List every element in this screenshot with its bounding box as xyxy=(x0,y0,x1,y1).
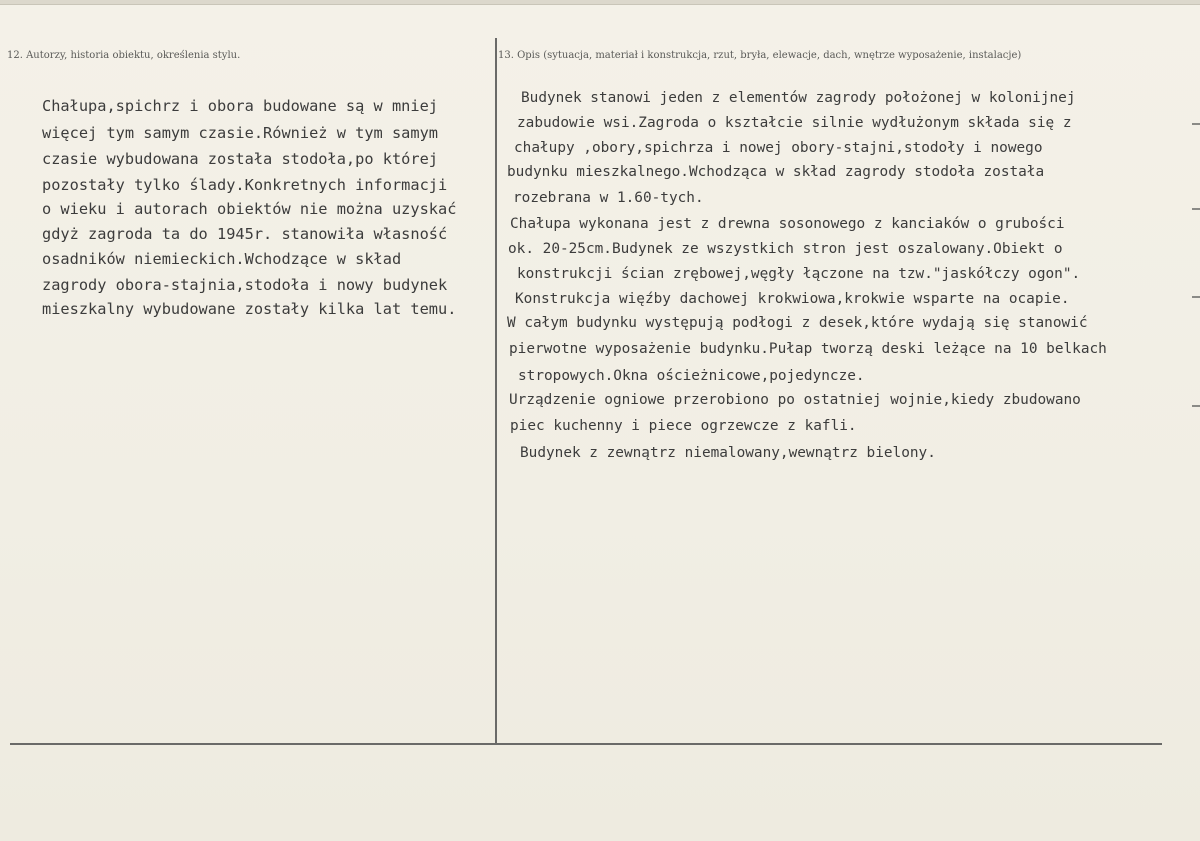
column-divider xyxy=(495,38,497,745)
section-12-line: zagrody obora-stajnia,stodoła i nowy budynek xyxy=(42,276,448,294)
section-12-line: pozostały tylko ślady.Konkretnych informacji xyxy=(42,176,448,194)
section-13-line: Budynek stanowi jeden z elementów zagrody położonej w kolonijnej xyxy=(521,90,1076,106)
section-13-header: 13. Opis (sytuacja, materiał i konstrukcja, rzut, bryła, elewacje, dach, wnętrze wyposażenie, instalacje) xyxy=(498,50,1022,61)
section-13-line: stropowych.Okna ościeżnicowe,pojedyncze. xyxy=(518,368,865,384)
edge-tick-mark xyxy=(1192,405,1200,407)
edge-tick-mark xyxy=(1192,123,1200,125)
section-13-line: Budynek z zewnątrz niemalowany,wewnątrz bielony. xyxy=(520,445,936,461)
section-13-line: chałupy ,obory,spichrza i nowej obory-stajni,stodoły i nowego xyxy=(514,140,1043,156)
section-12-line: czasie wybudowana została stodoła,po której xyxy=(42,150,439,168)
section-12-header: 12. Autorzy, historia obiektu, określenia stylu. xyxy=(7,50,241,61)
section-13-line: ok. 20-25cm.Budynek ze wszystkich stron jest oszalowany.Obiekt o xyxy=(508,241,1063,257)
section-12-line: o wieku i autorach obiektów nie można uzyskać xyxy=(42,200,457,218)
section-13-line: rozebrana w 1.60-tych. xyxy=(513,190,704,206)
section-13-line: W całym budynku występują podłogi z desek,które wydają się stanowić xyxy=(507,315,1088,331)
section-13-line: zabudowie wsi.Zagroda o kształcie silnie wydłużonym składa się z xyxy=(517,115,1072,131)
section-13-line: Chałupa wykonana jest z drewna sosonowego z kanciaków o grubości xyxy=(510,216,1065,232)
edge-tick-mark xyxy=(1192,208,1200,210)
section-13-line: Konstrukcja więźby dachowej krokwiowa,krokwie wsparte na ocapie. xyxy=(515,291,1070,307)
section-12-line: gdyż zagroda ta do 1945r. stanowiła własność xyxy=(42,225,448,243)
section-13-line: Urządzenie ogniowe przerobiono po ostatniej wojnie,kiedy zbudowano xyxy=(509,392,1081,408)
section-12-line: osadników niemieckich.Wchodzące w skład xyxy=(42,250,402,268)
section-13-line: piec kuchenny i piece ogrzewcze z kafli. xyxy=(510,418,857,434)
section-12-line: mieszkalny wybudowane zostały kilka lat temu. xyxy=(42,300,457,318)
edge-tick-mark xyxy=(1192,296,1200,298)
section-12-line: Chałupa,spichrz i obora budowane są w mniej xyxy=(42,97,439,115)
top-rule-line xyxy=(0,4,1200,5)
bottom-rule xyxy=(10,743,1162,745)
section-13-line: pierwotne wyposażenie budynku.Pułap tworzą deski leżące na 10 belkach xyxy=(509,341,1107,357)
section-13-line: budynku mieszkalnego.Wchodząca w skład zagrody stodoła została xyxy=(507,164,1045,180)
section-12-line: więcej tym samym czasie.Również w tym samym xyxy=(42,124,439,142)
section-13-line: konstrukcji ścian zrębowej,węgły łączone na tzw."jaskółczy ogon". xyxy=(517,266,1081,282)
